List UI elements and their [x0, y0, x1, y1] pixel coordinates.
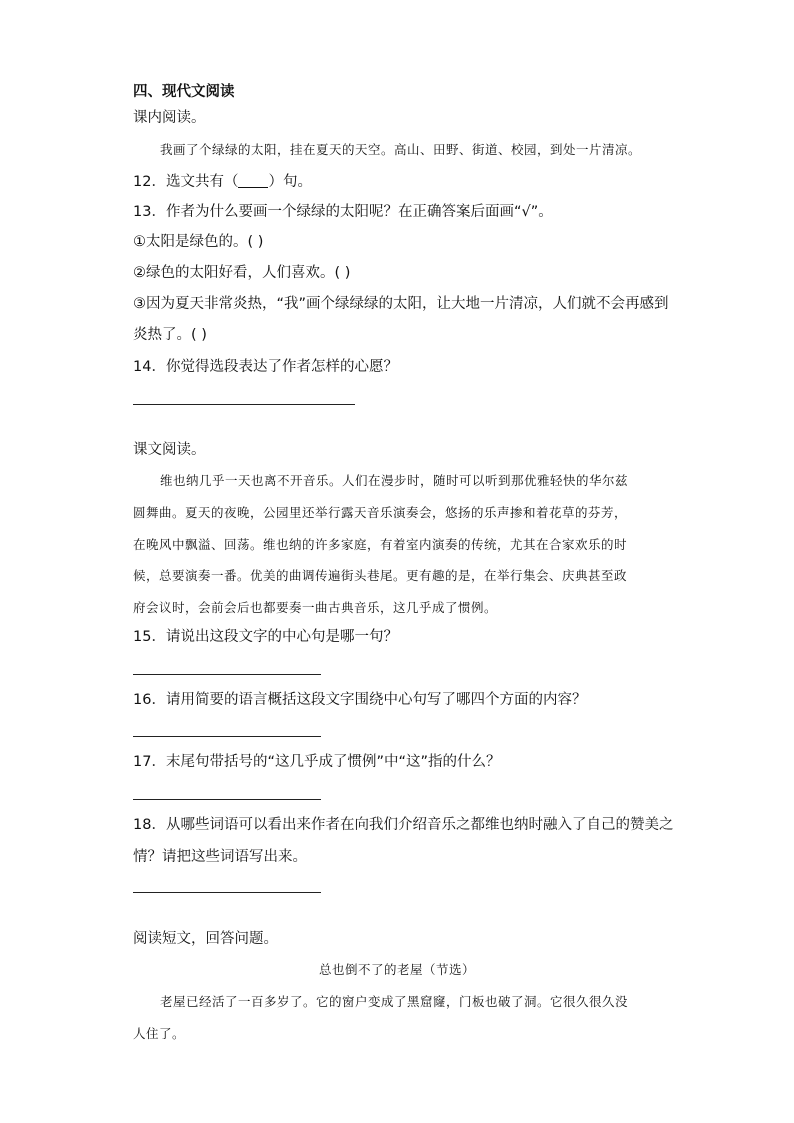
option-3-line-1[interactable]: ③因为夏天非常炎热，“我”画个绿绿绿的太阳，让大地一片清凉，人们就不会再感到: [133, 296, 669, 312]
question-18-line-1: 18．从哪些词语可以看出来作者在向我们介绍音乐之都维也纳时融入了自己的赞美之: [133, 817, 674, 833]
part2-passage-line: 候，总要演奏一番。优美的曲调传遍街头巷尾。更有趣的是，在举行集会、庆典甚至政: [133, 568, 628, 583]
part1-passage: 我画了个绿绿的太阳，挂在夏天的天空。高山、田野、街道、校园，到处一片清凉。: [160, 142, 642, 157]
question-12-prefix: 12．选文共有（: [133, 174, 239, 190]
part2-passage-line: 府会议时，会前会后也都要奏一曲古典音乐，这几乎成了惯例。: [133, 600, 498, 615]
question-18-line-2: 情？请把这些词语写出来。: [133, 849, 307, 865]
question-16: 16．请用简要的语言概括这段文字围绕中心句写了哪四个方面的内容？: [133, 692, 587, 708]
part2-label: 课文阅读。: [133, 442, 206, 458]
part3-passage-line-1: 老屋已经活了一百多岁了。它的窗户变成了黑窟窿，门板也破了洞。它很久很久没: [160, 994, 629, 1009]
question-14: 14．你觉得选段表达了作者怎样的心愿？: [133, 359, 398, 375]
question-15: 15．请说出这段文字的中心句是哪一句？: [133, 629, 398, 645]
answer-line-14[interactable]: [133, 404, 355, 405]
part1-label: 课内阅读。: [133, 110, 206, 126]
part2-passage-line: 在晚风中飘溢、回荡。维也纳的许多家庭，有着室内演奏的传统，尤其在合家欢乐的时: [133, 537, 628, 552]
option-2[interactable]: ②绿色的太阳好看，人们喜欢。( ): [133, 265, 351, 281]
option-1[interactable]: ①太阳是绿色的。( ): [133, 234, 264, 250]
part3-passage-line-2: 人住了。: [133, 1026, 186, 1041]
option-3-line-2[interactable]: 炎热了。( ): [133, 327, 207, 343]
question-12-suffix: ）句。: [268, 174, 312, 190]
question-13: 13．作者为什么要画一个绿绿的太阳呢？在正确答案后面画“√”。: [133, 204, 553, 220]
question-17: 17．末尾句带括号的“这几乎成了惯例”中“这”指的什么？: [133, 754, 501, 770]
section-title: 四、现代文阅读: [133, 84, 235, 100]
part2-passage-line: 圆舞曲。夏天的夜晚，公园里还举行露天音乐演奏会，悠扬的乐声掺和着花草的芬芳，: [133, 505, 628, 520]
part3-title: 总也倒不了的老屋（节选）: [318, 962, 475, 977]
part2-passage-line: 维也纳几乎一天也离不开音乐。人们在漫步时，随时可以听到那优雅轻快的华尔兹: [160, 473, 629, 488]
part3-label: 阅读短文，回答问题。: [133, 931, 278, 947]
answer-line-16[interactable]: [133, 736, 321, 737]
answer-blank[interactable]: [238, 173, 268, 188]
question-12: [133, 172, 312, 192]
answer-line-18[interactable]: [133, 892, 321, 893]
answer-line-17[interactable]: [133, 799, 321, 800]
answer-line-15[interactable]: [133, 674, 321, 675]
